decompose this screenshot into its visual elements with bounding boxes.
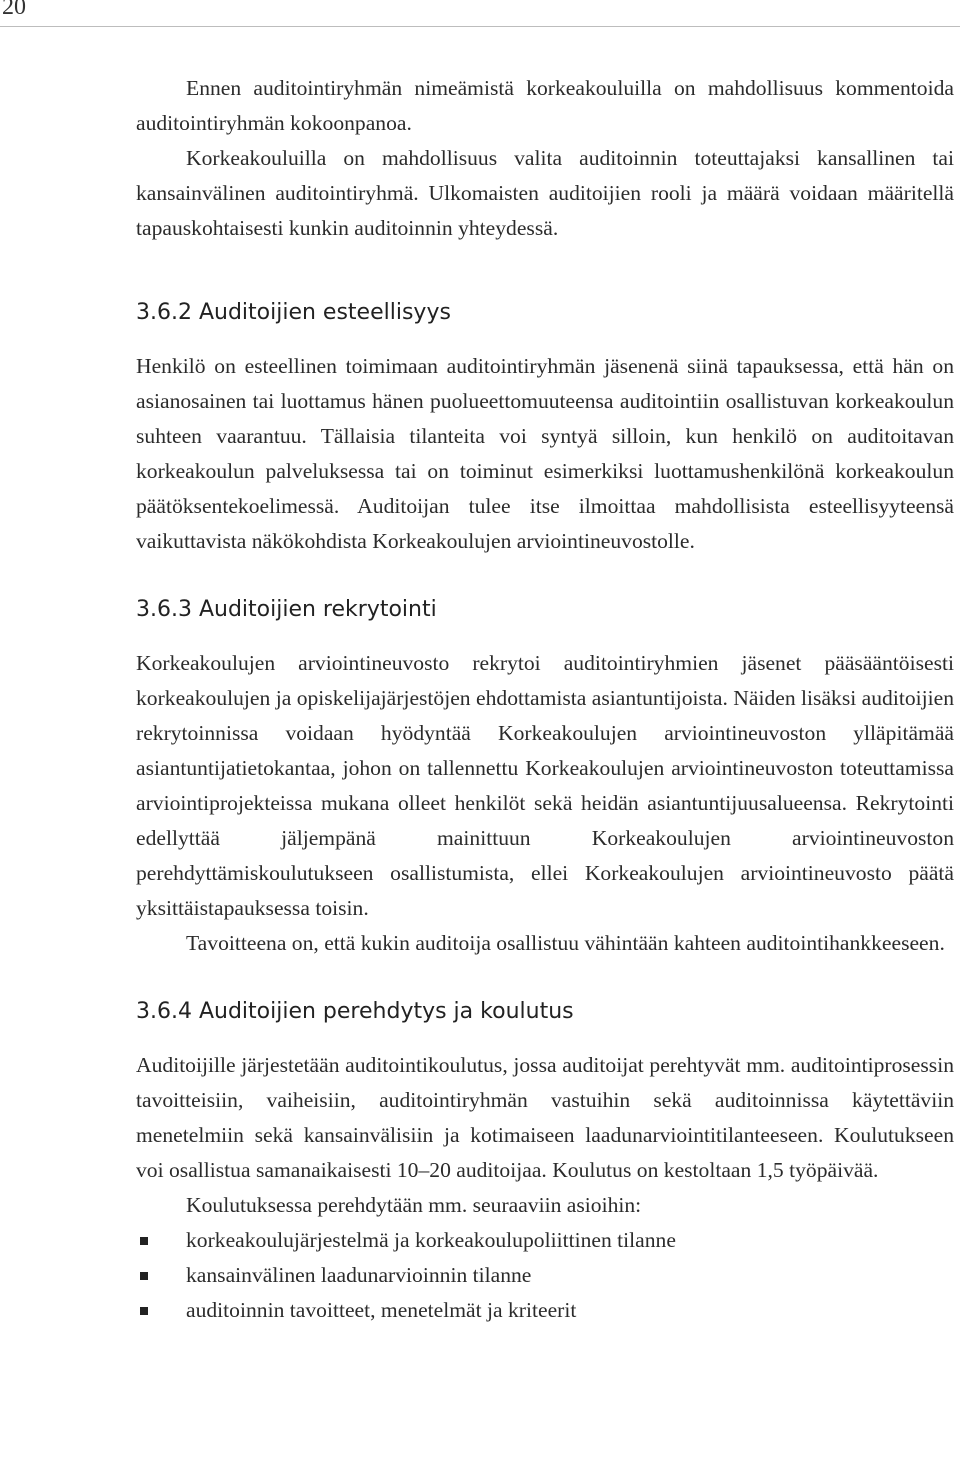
list-item-text: kansainvälinen laadunarvioinnin tilanne [186,1263,532,1287]
section-heading-363: 3.6.3 Auditoijien rekrytointi [136,597,437,622]
topic-list [136,1223,954,1328]
list-item-text: auditoinnin tavoitteet, menetelmät ja kriteerit [186,1298,577,1322]
list-item [136,1293,954,1328]
section-362-paragraph: Henkilö on esteellinen toimimaan auditointiryhmän jäsenenä siinä tapauksessa, että hän on asianosainen tai luottamus hänen puolueettomuuteensa auditointiin osallistuvan korkeakoulun suhteen vaarantuu. Tällaisia tilanteita voi syntyä silloin, kun henkilö on auditoitavan korkeakoulun palveluksessa tai on toiminut esimerkiksi luottamushenkilönä korkeakoulun päätöksentekoelimessä. Auditoijan tulee itse ilmoittaa mahdollisista esteellisyyteensä vaikuttavista näkökohdista Korkeakoulujen arviointineuvostolle. [136,354,954,553]
bullet-square-icon [140,1307,148,1315]
section-364-paragraph-2: Koulutuksessa perehdytään mm. seuraaviin asioihin: [186,1193,642,1217]
page-number: 20 [2,0,26,20]
intro-paragraph-1: Ennen auditointiryhmän nimeämistä korkeakouluilla on mahdollisuus kommentoida auditointiryhmän kokoonpanoa. [136,76,954,135]
bullet-square-icon [140,1272,148,1280]
section-364-paragraph-1: Auditoijille järjestetään auditointikoulutus, jossa auditoijat perehtyvät mm. auditointiprosessin tavoitteisiin, vaiheisiin, auditointiryhmän vastuihin sekä auditoinnissa käytettäviin menetelmiin sekä kansainvälisiin ja kotimaiseen laadunarviointitilanteeseen. Koulutukseen voi osallistua samanaikaisesti 10–20 auditoijaa. Koulutus on kestoltaan 1,5 työpäivää. [136,1053,954,1182]
page-content [136,71,954,1328]
section-heading-362: 3.6.2 Auditoijien esteellisyys [136,300,451,325]
section-363-paragraph-2: Tavoitteena on, että kukin auditoija osallistuu vähintään kahteen auditointihankkeeseen. [186,931,945,955]
list-item [136,1258,954,1293]
intro-paragraph-2: Korkeakouluilla on mahdollisuus valita auditoinnin toteuttajaksi kansallinen tai kansainvälinen auditointiryhmä. Ulkomaisten auditoijien rooli ja määrä voidaan määritellä tapauskohtaisesti kunkin auditoinnin yhteydessä. [136,146,954,240]
list-item-text: korkeakoulujärjestelmä ja korkeakoulupoliittinen tilanne [186,1228,676,1252]
bullet-square-icon [140,1237,148,1245]
header-rule [0,26,960,27]
list-item [136,1223,954,1258]
section-heading-364: 3.6.4 Auditoijien perehdytys ja koulutus [136,999,574,1024]
section-363-paragraph-1: Korkeakoulujen arviointineuvosto rekrytoi auditointiryhmien jäsenet pääsääntöisesti korkeakoulujen ja opiskelijajärjestöjen ehdottamista asiantuntijoista. Näiden lisäksi auditoijien rekrytoinnissa voidaan hyödyntää Korkeakoulujen arviointineuvoston ylläpitämää asiantuntijatietokantaa, johon on tallennettu Korkeakoulujen arviointineuvoston toteuttamissa arviointiprojekteissa mukana olleet henkilöt sekä heidän asiantuntijuusalueensa. Rekrytointi edellyttää jäljempänä mainittuun Korkeakoulujen arviointineuvoston perehdyttämiskoulutukseen osallistumista, ellei Korkeakoulujen arviointineuvosto päätä yksittäistapauksessa toisin. [136,651,954,920]
